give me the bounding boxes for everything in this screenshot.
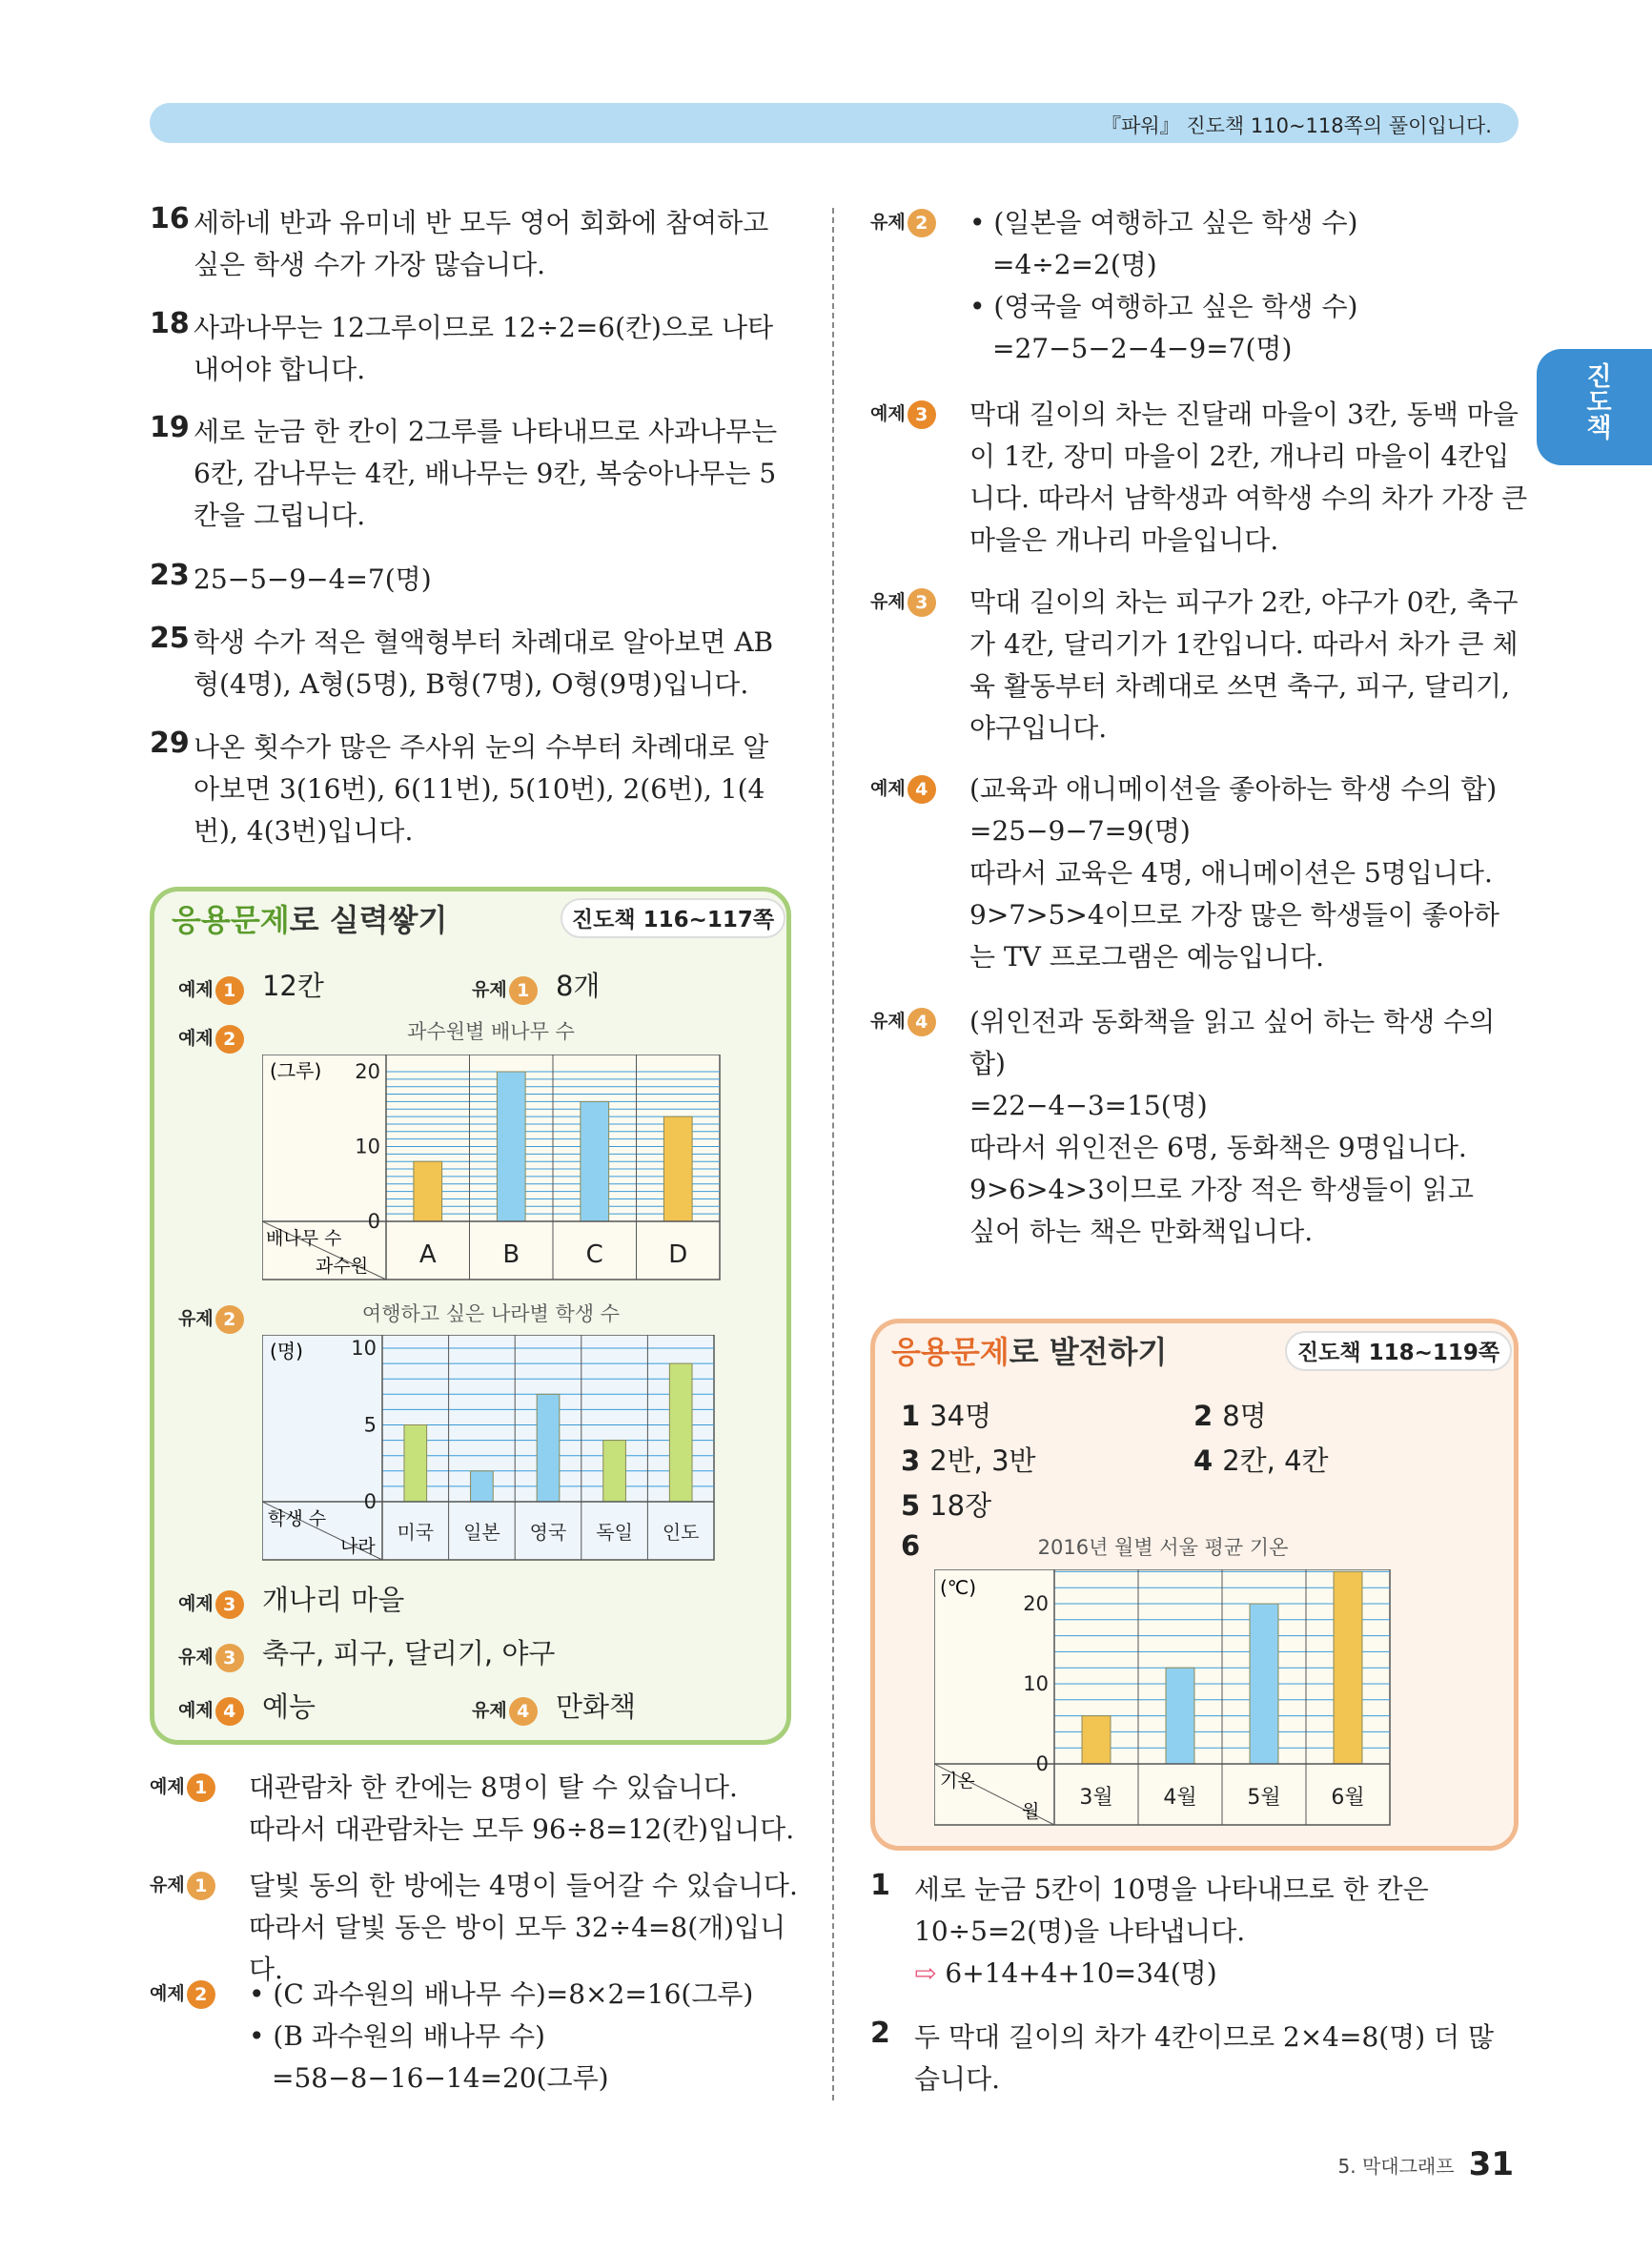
- tag-number: 4: [509, 1697, 538, 1726]
- tag-label: 유제: [870, 591, 906, 612]
- y-tick-label: 20: [355, 1060, 380, 1083]
- ex4-answer: [178, 1686, 316, 1726]
- x-tick-label: 4월: [1163, 1786, 1197, 1810]
- answer-text: 18장: [929, 1489, 992, 1522]
- column-divider: [832, 208, 834, 2100]
- solution-line: 막대 길이의 차는 진달래 마을이 3칸, 동백 마을: [969, 399, 1519, 430]
- x-tick-label: D: [668, 1240, 688, 1269]
- x-tick-label: 3월: [1079, 1786, 1113, 1810]
- explanation-1: [870, 1869, 1528, 1995]
- solution-ex4: [870, 768, 1528, 978]
- explanation-line: 두 막대 길이의 차가 4칸이므로 2×4=8(명) 더 많: [914, 2021, 1495, 2053]
- y-tick-label: 0: [363, 1490, 377, 1513]
- answer-2: [1193, 1395, 1267, 1434]
- box-title-a: 응용문제: [172, 902, 290, 938]
- x-tick-label: 인도: [662, 1521, 700, 1544]
- solution-line: =22−4−3=15(명): [969, 1090, 1208, 1121]
- solution-line: 육 활동부터 차례대로 쓰면 축구, 피구, 달리기,: [969, 670, 1510, 702]
- tag-label: 유제: [178, 1308, 214, 1329]
- solution-line: 막대 길이의 차는 피구가 2칸, 야구가 0칸, 축구: [969, 586, 1519, 618]
- box-title-b: 로 실력쌓기: [289, 902, 448, 938]
- explanation-2: [870, 2017, 1528, 2100]
- x-tick-label: 5월: [1247, 1786, 1281, 1810]
- y-unit-label: (℃): [940, 1576, 977, 1599]
- arrow-line-text: 6+14+4+10=34(명): [945, 1957, 1217, 1989]
- bar: [537, 1394, 560, 1502]
- y-tick-label: 10: [1023, 1672, 1049, 1695]
- explanation-number: 1: [870, 1869, 890, 1902]
- tag-label: 유제: [472, 1700, 507, 1721]
- problem-text: 세로 눈금 한 칸이 2그루를 나타내므로 사과나무는 6칸, 감나무는 4칸, 배나무는 9칸, 복숭아나무는 5칸을 그립니다.: [194, 416, 778, 531]
- solution-line: • (C 과수원의 배나무 수)=8×2=16(그루): [249, 1978, 754, 2010]
- solution-line: 9>6>4>3이므로 가장 적은 학생들이 읽고: [969, 1174, 1474, 1205]
- tag-number: 2: [215, 1305, 244, 1334]
- solution-line: 니다. 따라서 남학생과 여학생 수의 차가 가장 큰: [969, 482, 1528, 514]
- solution-line: 9>7>5>4이므로 가장 많은 학생들이 좋아하: [969, 899, 1499, 931]
- problem-number: 18: [150, 307, 190, 340]
- y-tick-label: 20: [1023, 1592, 1049, 1615]
- answer-number: 2: [1193, 1400, 1214, 1432]
- yu1-answer: [472, 965, 600, 1005]
- answer-text: 8명: [1222, 1400, 1267, 1432]
- answer-4: [1193, 1440, 1329, 1479]
- solution-ex2: [150, 1974, 817, 2099]
- bar: [1166, 1668, 1194, 1764]
- solution-line: 가 4칸, 달리기가 1칸입니다. 따라서 차가 큰 체: [969, 628, 1519, 660]
- arrow-line: [914, 1953, 1528, 1995]
- solution-yu2: [870, 202, 1528, 370]
- problem-number: 19: [150, 411, 190, 444]
- solution-line: =25−9−7=9(명): [969, 815, 1191, 847]
- answer-text: 2반, 3반: [929, 1444, 1036, 1477]
- box-title: [891, 1328, 1167, 1372]
- tag-label: 예제: [178, 1700, 214, 1721]
- tag-label: 예제: [178, 979, 214, 1000]
- row-label: 기온: [940, 1771, 975, 1792]
- answer-6: [901, 1529, 929, 1562]
- bar: [404, 1425, 427, 1503]
- problem-18: [150, 307, 798, 391]
- problem-25: [150, 622, 798, 706]
- yu2-label: [178, 1299, 244, 1334]
- tag-number: 2: [187, 1980, 215, 2009]
- problem-text: 25−5−9−4=7(명): [194, 563, 432, 595]
- solution-yu4: [870, 1001, 1528, 1253]
- x-tick-label: 미국: [397, 1521, 435, 1544]
- solution-line: 싶어 하는 책은 만화책입니다.: [969, 1216, 1314, 1247]
- answer-number: 4: [1193, 1444, 1214, 1477]
- solution-line: =4÷2=2(명): [992, 249, 1157, 280]
- arrow-icon: ⇨: [914, 1957, 937, 1989]
- problem-text: 나온 횟수가 많은 주사위 눈의 수부터 차례대로 알아보면 3(16번), 6(11번), 5(10번), 2(6번), 1(4번), 4(3번)입니다.: [194, 731, 769, 847]
- solution-ex3: [870, 394, 1528, 562]
- y-unit-label: (그루): [270, 1059, 322, 1082]
- problem-number: 16: [150, 202, 190, 236]
- tag-label: 예제: [178, 1593, 214, 1614]
- answer-5: [901, 1485, 991, 1524]
- box-reference: 진도책 116~117쪽: [561, 898, 785, 938]
- answer-number: 1: [901, 1400, 921, 1432]
- tag-label: 예제: [150, 1776, 185, 1797]
- explanation-line: 10÷5=2(명)을 나타냅니다.: [914, 1915, 1246, 1947]
- y-tick-label: 0: [367, 1210, 380, 1233]
- footer: [1338, 2145, 1514, 2183]
- bar: [1082, 1716, 1111, 1764]
- bar: [603, 1441, 626, 1502]
- problem-29: [150, 727, 798, 852]
- solution-yu3: [870, 582, 1528, 749]
- tag-label: 유제: [870, 212, 906, 233]
- x-tick-label: 6월: [1331, 1786, 1365, 1810]
- problem-19: [150, 411, 798, 537]
- x-tick-label: B: [502, 1240, 520, 1269]
- answer-text: 34명: [929, 1400, 992, 1432]
- box-reference: 진도책 118~119쪽: [1285, 1331, 1512, 1371]
- tag-number: 3: [215, 1590, 244, 1619]
- y-tick-label: 10: [351, 1337, 377, 1360]
- ex2-label: [178, 1018, 244, 1054]
- problem-number: 25: [150, 622, 190, 655]
- yu4-answer: [472, 1686, 636, 1726]
- answer-number: 3: [901, 1444, 921, 1477]
- problem-text: 학생 수가 적은 혈액형부터 차례대로 알아보면 AB형(4명), A형(5명), B형(7명), O형(9명)입니다.: [194, 626, 774, 700]
- answer-text: 12칸: [261, 970, 324, 1002]
- yu3-answer: [178, 1632, 555, 1672]
- tag-number: 2: [215, 1025, 244, 1054]
- answer-text: 만화책: [555, 1690, 636, 1723]
- problem-text: 사과나무는 12그루이므로 12÷2=6(칸)으로 나타내어야 합니다.: [194, 312, 774, 385]
- solution-line: 이 1칸, 장미 마을이 2칸, 개나리 마을이 4칸입: [969, 440, 1510, 472]
- box-title-b: 로 발전하기: [1009, 1334, 1168, 1370]
- tag-label: 예제: [870, 778, 906, 799]
- answer-number: 5: [901, 1489, 921, 1522]
- col-label: 나라: [340, 1536, 376, 1557]
- problem-16: [150, 202, 798, 286]
- chart-title: 과수원별 배나무 수: [407, 1020, 575, 1043]
- tag-label: 예제: [150, 1983, 185, 2004]
- bar: [497, 1072, 525, 1221]
- chapter-label: 5. 막대그래프: [1337, 2154, 1455, 2178]
- tag-label: 유제: [150, 1874, 185, 1895]
- tag-label: 유제: [472, 979, 507, 1000]
- bar: [414, 1161, 442, 1221]
- ex3-answer: [178, 1579, 404, 1619]
- solution-line: 마을은 개나리 마을입니다.: [969, 524, 1279, 556]
- bar: [663, 1116, 692, 1221]
- tag-number: 1: [509, 976, 538, 1005]
- problem-23: [150, 559, 798, 601]
- explanation-number: 2: [870, 2017, 890, 2050]
- tag-number: 3: [908, 588, 936, 617]
- y-tick-label: 0: [1035, 1752, 1049, 1775]
- bar: [669, 1363, 692, 1502]
- problem-text: 세하네 반과 유미네 반 모두 영어 회화에 참여하고 싶은 학생 수가 가장 많습니다.: [194, 207, 769, 280]
- solution-line: 는 TV 프로그램은 예능입니다.: [969, 941, 1325, 973]
- y-unit-label: (명): [270, 1340, 303, 1362]
- tag-number: 1: [187, 1773, 215, 1802]
- col-label: 과수원: [316, 1256, 369, 1277]
- header-bar: [150, 103, 1519, 143]
- solution-line: 달빛 동의 한 방에는 4명이 들어갈 수 있습니다.: [249, 1870, 798, 1901]
- box-title-a: 응용문제: [891, 1334, 1010, 1370]
- row-label: 배나무 수: [266, 1228, 342, 1249]
- tag-number: 2: [908, 209, 936, 237]
- answer-number: 6: [901, 1529, 921, 1562]
- tag-number: 3: [908, 400, 936, 429]
- solution-line: 야구입니다.: [969, 712, 1108, 744]
- bar: [581, 1101, 609, 1221]
- answer-text: 2칸, 4칸: [1222, 1444, 1329, 1477]
- answer-3: [901, 1440, 1036, 1479]
- x-tick-label: C: [585, 1240, 603, 1269]
- bar: [471, 1471, 494, 1502]
- header-text: 『파워』 진도책 110~118쪽의 풀이입니다.: [1101, 114, 1492, 137]
- chart-seoul-temperature: [934, 1569, 1397, 1829]
- page-number: 31: [1468, 2145, 1514, 2183]
- x-tick-label: 영국: [529, 1521, 567, 1544]
- tag-number: 1: [187, 1872, 215, 1900]
- tag-number: 4: [908, 1008, 936, 1036]
- tag-number: 1: [215, 976, 244, 1005]
- y-tick-label: 5: [363, 1413, 377, 1437]
- solution-yu1: [150, 1865, 817, 1991]
- solution-ex1: [150, 1767, 817, 1851]
- solution-line: • (일본을 여행하고 싶은 학생 수): [969, 207, 1358, 238]
- solution-line: 따라서 달빛 동은 방이 모두 32÷4=8(개)입니다.: [249, 1912, 786, 1985]
- problem-number: 23: [150, 559, 190, 592]
- solution-line: • (B 과수원의 배나무 수): [249, 2020, 545, 2052]
- col-label: 월: [1022, 1801, 1040, 1822]
- answer-text: 예능: [261, 1690, 316, 1723]
- problem-number: 29: [150, 727, 190, 760]
- solution-line: 따라서 위인전은 6명, 동화책은 9명입니다.: [969, 1132, 1467, 1163]
- row-label: 학생 수: [268, 1508, 327, 1529]
- box-title: [172, 896, 447, 940]
- side-tab: [1537, 349, 1652, 465]
- answer-text: 축구, 피구, 달리기, 야구: [261, 1637, 556, 1669]
- answer-text: 개나리 마을: [261, 1584, 405, 1616]
- x-tick-label: A: [418, 1240, 437, 1269]
- solution-line: • (영국을 여행하고 싶은 학생 수): [969, 291, 1358, 322]
- chart-pear-trees: [262, 1055, 724, 1283]
- explanation-line: 습니다.: [914, 2063, 1001, 2095]
- tag-number: 3: [215, 1644, 244, 1672]
- chart-title: 2016년 월별 서울 평균 기온: [1037, 1536, 1289, 1559]
- solution-line: (위인전과 동화책을 읽고 싶어 하는 학생 수의 합): [969, 1006, 1496, 1079]
- tag-number: 4: [215, 1697, 244, 1726]
- side-tab-label: 진도책: [1581, 362, 1611, 440]
- tag-label: 예제: [178, 1028, 214, 1049]
- tag-label: 예제: [870, 403, 906, 424]
- x-tick-label: 독일: [596, 1521, 633, 1544]
- x-tick-label: 일본: [463, 1521, 500, 1544]
- bar: [1250, 1604, 1278, 1764]
- solution-line: 대관람차 한 칸에는 8명이 탈 수 있습니다.: [249, 1772, 738, 1803]
- y-tick-label: 10: [355, 1135, 380, 1158]
- solution-line: =58−8−16−14=20(그루): [272, 2062, 609, 2094]
- solution-line: =27−5−2−4−9=7(명): [992, 333, 1293, 364]
- ex1-answer: [178, 965, 324, 1005]
- tag-number: 4: [908, 775, 936, 804]
- answer-text: 8개: [555, 970, 601, 1002]
- chart-title: 여행하고 싶은 나라별 학생 수: [361, 1302, 621, 1325]
- solution-line: 따라서 교육은 4명, 애니메이션은 5명입니다.: [969, 857, 1493, 889]
- chart-travel-countries: [262, 1335, 724, 1564]
- solution-line: (교육과 애니메이션을 좋아하는 학생 수의 합): [969, 773, 1498, 805]
- tag-label: 유제: [870, 1011, 906, 1032]
- tag-label: 유제: [178, 1647, 214, 1668]
- answer-1: [901, 1395, 991, 1434]
- explanation-line: 세로 눈금 5칸이 10명을 나타내므로 한 칸은: [914, 1874, 1429, 1905]
- bar: [1334, 1571, 1362, 1764]
- solution-line: 따라서 대관람차는 모두 96÷8=12(칸)입니다.: [249, 1813, 795, 1845]
